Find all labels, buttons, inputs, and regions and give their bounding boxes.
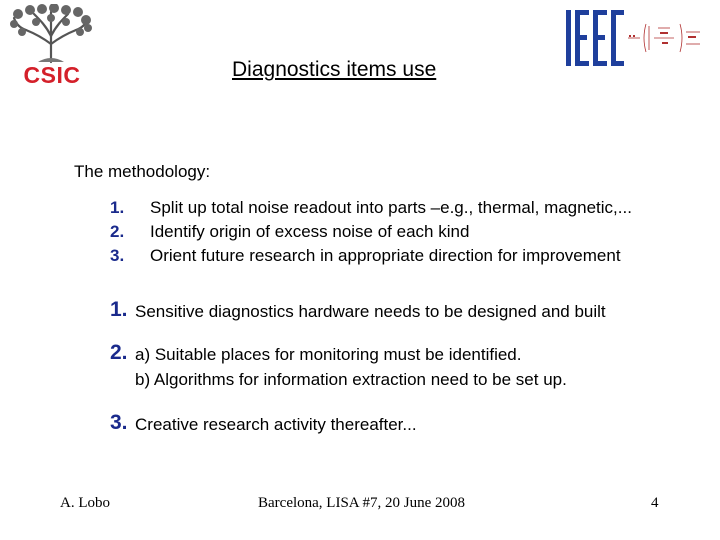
sub-item-number: 2. <box>110 222 125 241</box>
ieec-logo <box>562 6 702 68</box>
sub-item-text: Orient future research in appropriate direction for improvement <box>150 246 621 265</box>
intro-text: The methodology: <box>74 162 211 181</box>
sub-item-text: Split up total noise readout into parts –e.g., thermal, magnetic,... <box>150 198 632 217</box>
main-item-number: 3. <box>110 411 128 434</box>
footer-author: A. Lobo <box>60 495 110 511</box>
sub-item-number: 1. <box>110 198 125 217</box>
slide-title: Diagnostics items use <box>232 58 437 81</box>
main-item-text: Creative research activity thereafter... <box>135 415 417 434</box>
main-item-number: 2. <box>110 341 128 364</box>
main-item-text: a) Suitable places for monitoring must be identified. <box>135 345 522 364</box>
ieec-formula-icon <box>562 6 702 68</box>
footer-event: Barcelona, LISA #7, 20 June 2008 <box>258 495 466 511</box>
main-item-text: b) Algorithms for information extraction need to be set up. <box>135 370 567 389</box>
main-item-text: Sensitive diagnostics hardware needs to be designed and built <box>135 302 606 321</box>
sub-item-text: Identify origin of excess noise of each kind <box>150 222 470 241</box>
tree-icon <box>8 4 94 64</box>
main-item-number: 1. <box>110 298 128 321</box>
csic-wordmark: CSIC <box>23 62 81 88</box>
sub-item-number: 3. <box>110 246 125 265</box>
page-number: 4 <box>651 495 659 511</box>
